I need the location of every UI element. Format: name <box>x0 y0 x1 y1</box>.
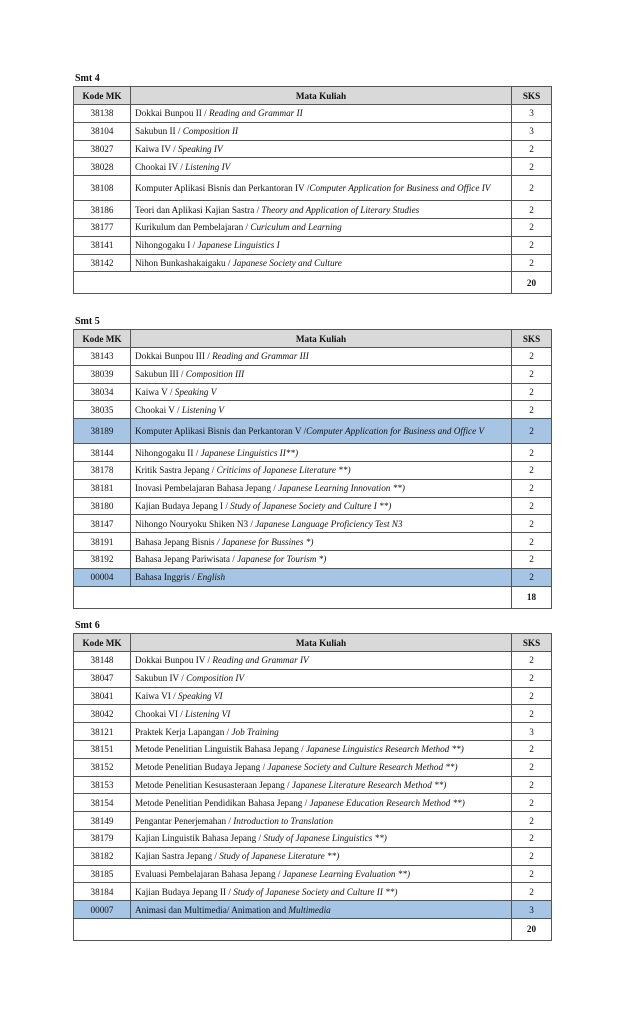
course-sks: 2 <box>512 348 552 366</box>
header-code: Kode MK <box>74 634 131 652</box>
header-course: Mata Kuliah <box>131 634 512 652</box>
course-sks: 2 <box>512 444 552 462</box>
table-row <box>74 122 552 140</box>
course-name: Sakubun III / Composition III <box>131 365 512 383</box>
course-name: Kajian Budaya Jepang I / Study of Japanese Society and Culture I **) <box>131 497 512 515</box>
course-sks: 2 <box>512 776 552 794</box>
course-name: Chookai IV / Listening IV <box>131 158 512 176</box>
course-sks: 2 <box>512 533 552 551</box>
course-code: 38189 <box>74 419 131 444</box>
table-row <box>74 497 552 515</box>
header-sks: SKS <box>512 634 552 652</box>
total-row <box>74 586 552 608</box>
header-sks: SKS <box>512 87 552 105</box>
course-name: Pengantar Penerjemahan / Introduction to Translation <box>131 812 512 830</box>
table-row <box>74 383 552 401</box>
course-code: 38152 <box>74 758 131 776</box>
course-code: 38153 <box>74 776 131 794</box>
header-course: Mata Kuliah <box>131 87 512 105</box>
course-sks: 2 <box>512 865 552 883</box>
course-name: Metode Penelitian Linguistik Bahasa Jepang / Japanese Linguistics Research Method **) <box>131 740 512 758</box>
course-name: Komputer Aplikasi Bisnis dan Perkantoran V /Computer Application for Business and Office V <box>131 419 512 444</box>
course-code: 38186 <box>74 201 131 219</box>
table-header <box>74 330 552 348</box>
table-row <box>74 401 552 419</box>
course-code: 38144 <box>74 444 131 462</box>
table-row <box>74 254 552 272</box>
table-row <box>74 348 552 366</box>
table-row <box>74 687 552 705</box>
course-code: 38148 <box>74 652 131 670</box>
course-name: Bahasa Jepang Pariwisata / Japanese for Tourism *) <box>131 550 512 568</box>
course-sks: 2 <box>512 218 552 236</box>
table-row <box>74 669 552 687</box>
table-row <box>74 652 552 670</box>
course-sks: 2 <box>512 847 552 865</box>
course-code: 38034 <box>74 383 131 401</box>
header-code: Kode MK <box>74 330 131 348</box>
semester-label: Smt 5 <box>75 316 100 327</box>
total-sks: 20 <box>512 918 552 940</box>
course-name: Dokkai Bunpou II / Reading and Grammar II <box>131 105 512 123</box>
total-sks: 18 <box>512 586 552 608</box>
course-code: 38179 <box>74 829 131 847</box>
course-name: Nihon Bunkashakaigaku / Japanese Society and Culture <box>131 254 512 272</box>
table-row <box>74 158 552 176</box>
course-code: 38151 <box>74 740 131 758</box>
semester-4-section <box>73 72 551 294</box>
course-name: Dokkai Bunpou IV / Reading and Grammar IV <box>131 652 512 670</box>
course-code: 38180 <box>74 497 131 515</box>
course-code: 38178 <box>74 461 131 479</box>
table-row <box>74 723 552 741</box>
table-header <box>74 87 552 105</box>
table-row <box>74 568 552 586</box>
course-name: Kurikulum dan Pembelajaran / Curiculum and Learning <box>131 218 512 236</box>
course-name: Chookai VI / Listening VI <box>131 705 512 723</box>
course-code: 38142 <box>74 254 131 272</box>
course-code: 38047 <box>74 669 131 687</box>
course-code: 38182 <box>74 847 131 865</box>
course-code: 38154 <box>74 794 131 812</box>
course-sks: 2 <box>512 705 552 723</box>
course-name: Teori dan Aplikasi Kajian Sastra / Theory and Application of Literary Studies <box>131 201 512 219</box>
table-row <box>74 176 552 201</box>
semester-5-section <box>73 315 551 609</box>
course-name: Inovasi Pembelajaran Bahasa Jepang / Japanese Learning Innovation **) <box>131 479 512 497</box>
course-code: 38042 <box>74 705 131 723</box>
course-code: 38143 <box>74 348 131 366</box>
course-name: Nihongogaku II / Japanese Linguistics II**) <box>131 444 512 462</box>
course-name: Kaiwa VI / Speaking VI <box>131 687 512 705</box>
table-row <box>74 444 552 462</box>
course-sks: 2 <box>512 550 552 568</box>
table-row <box>74 865 552 883</box>
table-row <box>74 461 552 479</box>
course-code: 00004 <box>74 568 131 586</box>
course-name: Kajian Linguistik Bahasa Jepang / Study of Japanese Linguistics **) <box>131 829 512 847</box>
course-code: 38138 <box>74 105 131 123</box>
course-sks: 2 <box>512 479 552 497</box>
course-sks: 3 <box>512 122 552 140</box>
table-row <box>74 883 552 901</box>
course-name: Bahasa Jepang Bisnis / Japanese for Bussines *) <box>131 533 512 551</box>
course-sks: 2 <box>512 383 552 401</box>
course-code: 38185 <box>74 865 131 883</box>
course-code: 38192 <box>74 550 131 568</box>
course-code: 38028 <box>74 158 131 176</box>
table-row <box>74 515 552 533</box>
course-name: Kajian Sastra Jepang / Study of Japanese Literature **) <box>131 847 512 865</box>
course-name: Chookai V / Listening V <box>131 401 512 419</box>
course-name: Nihongogaku I / Japanese Linguistics I <box>131 236 512 254</box>
course-sks: 2 <box>512 829 552 847</box>
course-sks: 2 <box>512 687 552 705</box>
header-course: Mata Kuliah <box>131 330 512 348</box>
course-sks: 2 <box>512 236 552 254</box>
course-code: 00007 <box>74 901 131 919</box>
course-sks: 2 <box>512 758 552 776</box>
course-name: Sakubun II / Composition II <box>131 122 512 140</box>
table-row <box>74 201 552 219</box>
course-code: 38184 <box>74 883 131 901</box>
semester-6-section <box>73 619 551 941</box>
course-sks: 2 <box>512 461 552 479</box>
course-name: Praktek Kerja Lapangan / Job Training <box>131 723 512 741</box>
course-name: Kajian Budaya Jepang II / Study of Japanese Society and Culture II **) <box>131 883 512 901</box>
course-sks: 2 <box>512 401 552 419</box>
course-name: Nihongo Nouryoku Shiken N3 / Japanese Language Proficiency Test N3 <box>131 515 512 533</box>
total-row <box>74 272 552 294</box>
table-row <box>74 140 552 158</box>
semester-label: Smt 6 <box>75 620 100 631</box>
course-name: Kaiwa V / Speaking V <box>131 383 512 401</box>
course-sks: 2 <box>512 652 552 670</box>
table-row <box>74 105 552 123</box>
table-row <box>74 812 552 830</box>
course-name: Animasi dan Multimedia/ Animation and Multimedia <box>131 901 512 919</box>
course-name: Evaluasi Pembelajaran Bahasa Jepang / Japanese Learning Evaluation **) <box>131 865 512 883</box>
course-sks: 2 <box>512 365 552 383</box>
table-row <box>74 758 552 776</box>
table-row <box>74 847 552 865</box>
semester-label: Smt 4 <box>75 73 100 84</box>
course-sks: 2 <box>512 140 552 158</box>
course-sks: 2 <box>512 497 552 515</box>
course-code: 38181 <box>74 479 131 497</box>
course-sks: 2 <box>512 176 552 201</box>
course-sks: 2 <box>512 794 552 812</box>
course-code: 38147 <box>74 515 131 533</box>
course-sks: 2 <box>512 201 552 219</box>
total-sks: 20 <box>512 272 552 294</box>
course-code: 38104 <box>74 122 131 140</box>
course-sks: 3 <box>512 723 552 741</box>
course-sks: 3 <box>512 105 552 123</box>
header-sks: SKS <box>512 330 552 348</box>
total-row <box>74 918 552 940</box>
course-code: 38191 <box>74 533 131 551</box>
course-name: Bahasa Inggris / English <box>131 568 512 586</box>
course-name: Kaiwa IV / Speaking IV <box>131 140 512 158</box>
course-sks: 2 <box>512 419 552 444</box>
course-code: 38041 <box>74 687 131 705</box>
table-row <box>74 218 552 236</box>
table-row <box>74 829 552 847</box>
course-sks: 2 <box>512 740 552 758</box>
course-code: 38108 <box>74 176 131 201</box>
course-name: Metode Penelitian Budaya Jepang / Japanese Society and Culture Research Method **) <box>131 758 512 776</box>
course-code: 38177 <box>74 218 131 236</box>
header-code: Kode MK <box>74 87 131 105</box>
course-code: 38121 <box>74 723 131 741</box>
table-row <box>74 794 552 812</box>
table-row <box>74 776 552 794</box>
table-row <box>74 550 552 568</box>
table-header <box>74 634 552 652</box>
course-name: Metode Penelitian Pendidikan Bahasa Jepang / Japanese Education Research Method **) <box>131 794 512 812</box>
course-name: Komputer Aplikasi Bisnis dan Perkantoran IV /Computer Application for Business and Office IV <box>131 176 512 201</box>
course-code: 38039 <box>74 365 131 383</box>
table-row <box>74 740 552 758</box>
course-sks: 2 <box>512 669 552 687</box>
course-table <box>73 86 552 294</box>
course-name: Sakubun IV / Composition IV <box>131 669 512 687</box>
course-code: 38149 <box>74 812 131 830</box>
table-row <box>74 236 552 254</box>
table-row <box>74 901 552 919</box>
course-name: Metode Penelitian Kesusasteraan Jepang / Japanese Literature Research Method **) <box>131 776 512 794</box>
table-row <box>74 479 552 497</box>
course-code: 38141 <box>74 236 131 254</box>
course-sks: 2 <box>512 515 552 533</box>
course-code: 38035 <box>74 401 131 419</box>
course-sks: 2 <box>512 568 552 586</box>
course-sks: 2 <box>512 158 552 176</box>
course-sks: 2 <box>512 254 552 272</box>
course-name: Dokkai Bunpou III / Reading and Grammar III <box>131 348 512 366</box>
table-row <box>74 533 552 551</box>
table-row <box>74 705 552 723</box>
table-row <box>74 365 552 383</box>
course-name: Kritik Sastra Jepang / Criticims of Japanese Literature **) <box>131 461 512 479</box>
course-sks: 2 <box>512 812 552 830</box>
table-row <box>74 419 552 444</box>
course-table <box>73 633 552 941</box>
course-table <box>73 329 552 609</box>
course-code: 38027 <box>74 140 131 158</box>
course-sks: 2 <box>512 883 552 901</box>
course-sks: 3 <box>512 901 552 919</box>
